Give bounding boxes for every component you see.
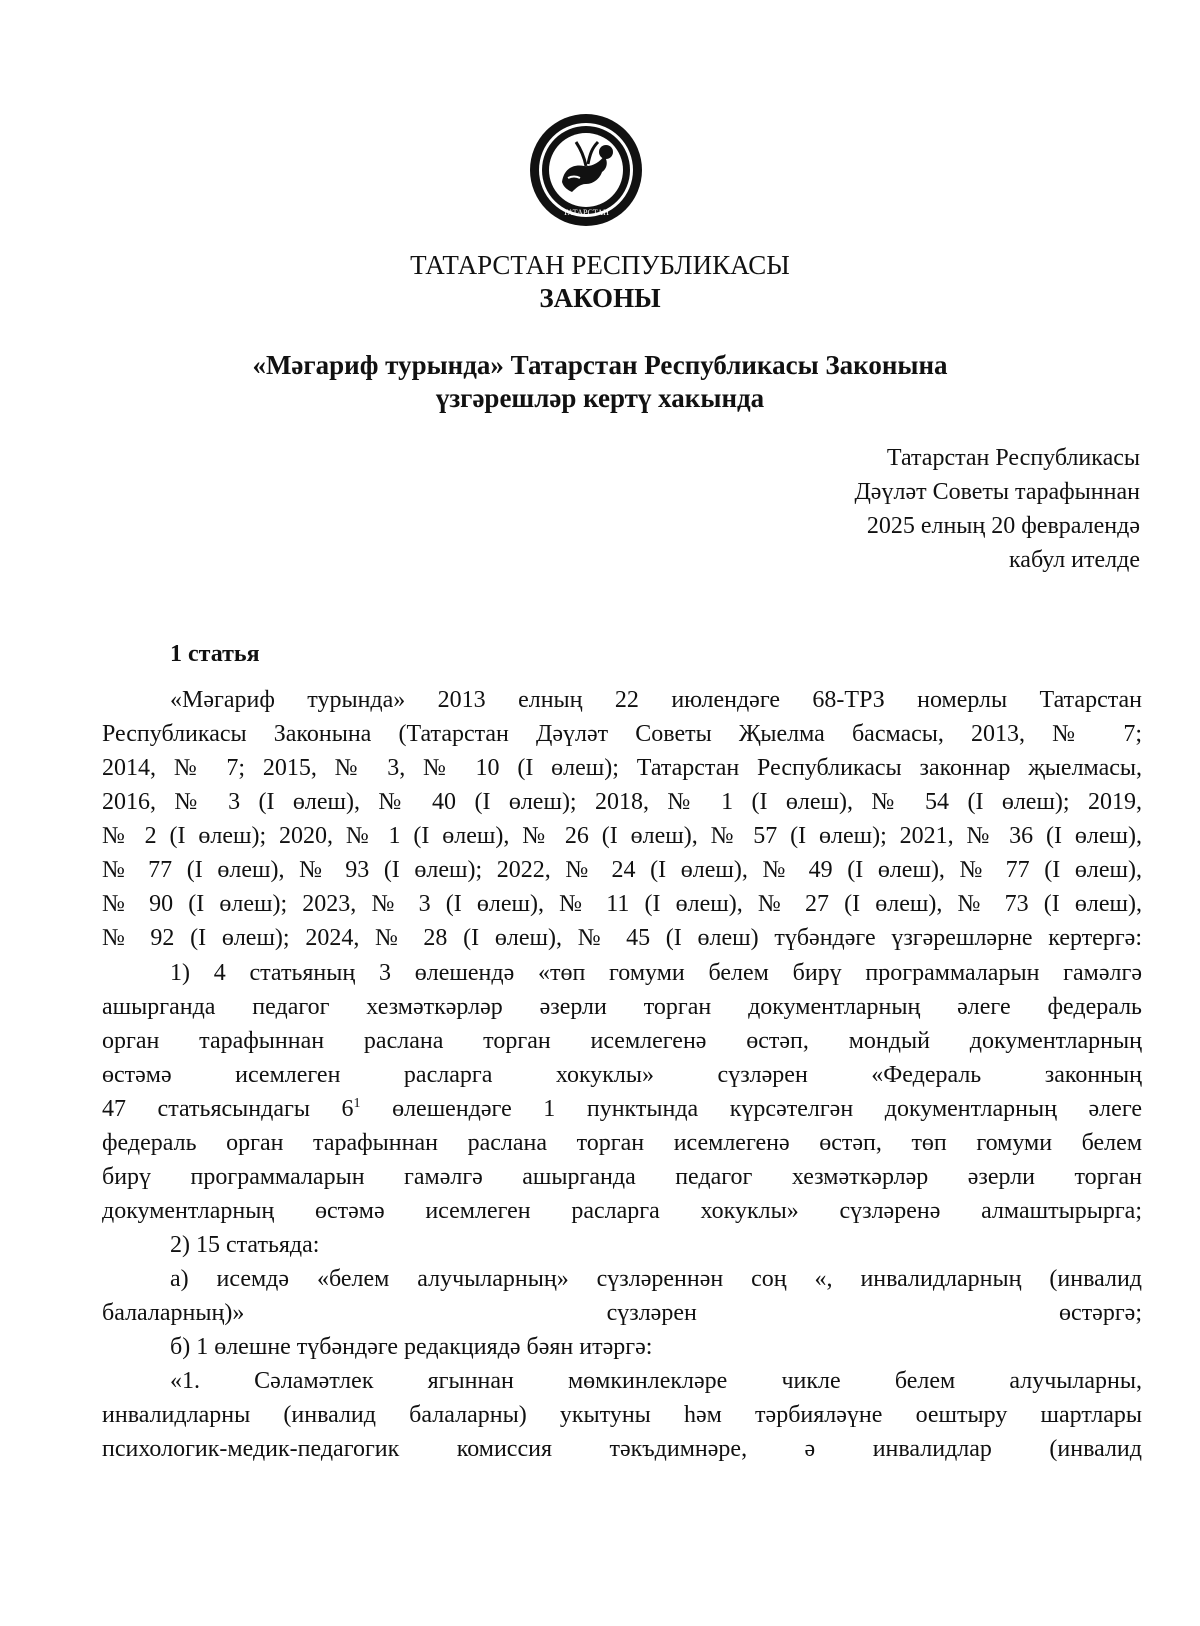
text-line: а) исемдә «белем алучыларның» сүзләреннән соң «, инвалидларның (инвалид xyxy=(170,1266,1142,1292)
text-line: 1) 4 статьяның 3 өлешендә «төп гомуми белем бирү программаларын гамәлгә xyxy=(170,960,1142,986)
text-line: Республикасы Законына (Татарстан Дәүләт Советы Җыелма басмасы, 2013, № 7; xyxy=(102,721,1142,747)
text-line: психологик-медик-педагогик комиссия тәкъдимнәре, ә инвалидлар (инвалид xyxy=(102,1436,1142,1462)
text-line: «1. Сәламәтлек ягыннан мөмкинлекләре чикле белем алучыларны, xyxy=(170,1368,1142,1394)
text-line: инвалидларны (инвалид балаларны) укытуны һәм тәрбияләүне оештыру шартлары xyxy=(102,1402,1142,1428)
text-line: «Мәгариф турында» 2013 елның 22 июлендәге 68-ТРЗ номерлы Татарстан xyxy=(170,687,1142,713)
text-line: № 2 (I өлеш); 2020, № 1 (I өлеш), № 26 (I өлеш), № 57 (I өлеш); 2021, № 36 (I өлеш), xyxy=(102,823,1142,849)
tatarstan-emblem-icon xyxy=(528,112,644,228)
text-line: документларның өстәмә исемлеген расларга хокуклы» сүзләренә алмаштырырга; xyxy=(102,1198,1142,1224)
text-line: ашырганда педагог хезмәткәрләр әзерли торган документларның әлеге федераль xyxy=(102,994,1142,1020)
svg-text:ТАТАРСТАН: ТАТАРСТАН xyxy=(563,208,609,217)
text-line: 2) 15 статьяда: xyxy=(170,1232,320,1258)
adoption-line4: кабул ителде xyxy=(1009,547,1140,573)
text-line: өстәмә исемлеген расларга хокуклы» сүзләрен «Федераль законның xyxy=(102,1062,1142,1088)
text-line: 47 статьясындагы $6^1$ өлешендәге 1 пунктында күрсәтелгән документларның әлеге xyxy=(102,1096,1142,1122)
republic-name: ТАТАРСТАН РЕСПУБЛИКАСЫ xyxy=(410,250,790,280)
adoption-line2: Дәүләт Советы тарафыннан xyxy=(854,479,1140,505)
item-2b xyxy=(102,1330,1142,1364)
item-2-quote xyxy=(102,1364,1142,1466)
adoption-line3: 2025 елның 20 февралендә xyxy=(866,513,1140,539)
item-2 xyxy=(102,1228,1142,1262)
text-line: 2014, № 7; 2015, № 3, № 10 (I өлеш); Татарстан Республикасы законнар җыелмасы, xyxy=(102,755,1142,781)
text-line: № 92 (I өлеш); 2024, № 28 (I өлеш), № 45 (I өлеш) түбәндәге үзгәрешләрне кертергә: xyxy=(102,925,1142,951)
law-title-line2: үзгәрешләр кертү хакында xyxy=(435,383,765,413)
text-line: 2016, № 3 (I өлеш), № 40 (I өлеш); 2018, № 1 (I өлеш), № 54 (I өлеш); 2019, xyxy=(102,789,1142,815)
text-line: орган тарафыннан раслана торган исемлегенә өстәп, мондый документларның xyxy=(102,1028,1142,1054)
item-2a xyxy=(102,1262,1142,1330)
article-1-heading: 1 статья xyxy=(170,641,260,667)
superscript: 1 xyxy=(353,1096,361,1111)
adoption-line1: Татарстан Республикасы xyxy=(886,445,1140,471)
text-line: балаларның)» сүзләрен өстәргә; xyxy=(102,1300,1142,1326)
text-line: № 77 (I өлеш), № 93 (I өлеш); 2022, № 24 (I өлеш), № 49 (I өлеш), № 77 (I өлеш), xyxy=(102,857,1142,883)
text-line: бирү программаларын гамәлгә ашырганда педагог хезмәткәрләр әзерли торган xyxy=(102,1164,1142,1190)
article-1-intro xyxy=(102,683,1142,955)
item-1 xyxy=(102,956,1142,1228)
law-label: ЗАКОНЫ xyxy=(539,283,661,313)
text-line: № 90 (I өлеш); 2023, № 3 (I өлеш), № 11 (I өлеш), № 27 (I өлеш), № 73 (I өлеш), xyxy=(102,891,1142,917)
text-line: б) 1 өлешне түбәндәге редакциядә бәян итәргә: xyxy=(170,1334,653,1360)
text-line: федераль орган тарафыннан раслана торган исемлегенә өстәп, төп гомуми белем xyxy=(102,1130,1142,1156)
law-title-line1: «Мәгариф турында» Татарстан Республикасы Законына xyxy=(252,350,948,380)
